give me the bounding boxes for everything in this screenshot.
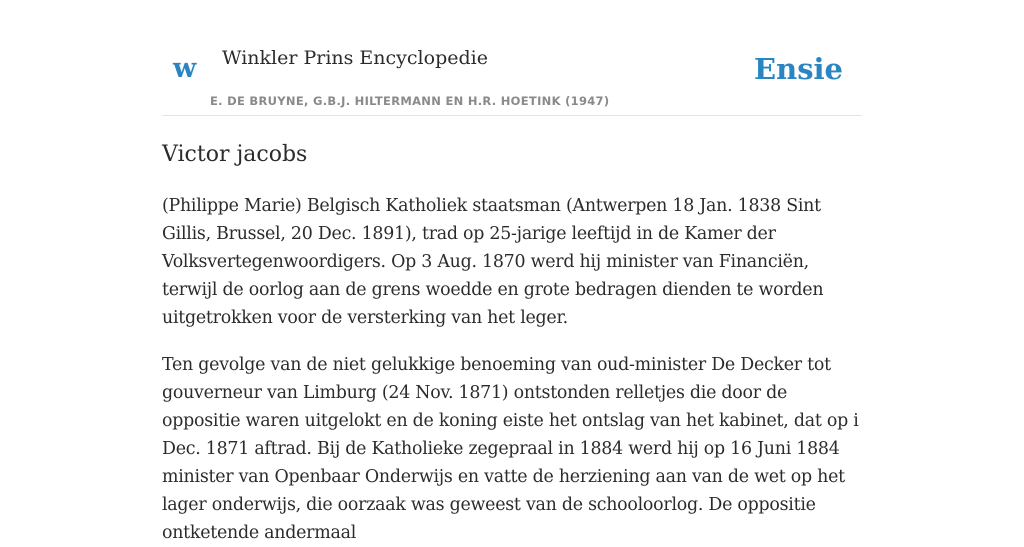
article-paragraph: (Philippe Marie) Belgisch Katholiek staatsman (Antwerpen 18 Jan. 1838 Sint Gillis, Brussel, 20 Dec. 1891), trad op 25-jarige leeftijd in de Kamer der Volksvertegenwoordigers. Op 3 Aug. 1870 werd hij minister van Financiën, terwijl de oorlog aan de grens woedde en grote bedragen dienden te worden uitgetrokken voor de versterking van het leger. — [162, 196, 824, 328]
publication-authors: E. DE BRUYNE, G.B.J. HILTERMANN EN H.R. HOETINK (1947) — [210, 94, 610, 108]
publication-title[interactable]: Winkler Prins Encyclopedie — [222, 47, 488, 69]
article-body — [162, 192, 862, 547]
ensie-brand-link[interactable]: Ensie — [754, 52, 843, 86]
page-container — [162, 0, 862, 547]
article-title: Victor jacobs — [162, 142, 308, 167]
article-paragraph: Ten gevolge van de niet gelukkige benoeming van oud-minister De Decker tot gouverneur van Limburg (24 Nov. 1871) ontstonden relletjes die door de oppositie waren uitgelokt en de koning eiste het ontslag van het kabinet, dat op i Dec. 1871 aftrad. Bij de Katholieke zegepraal in 1884 werd hij op 16 Juni 1884 minister van Openbaar Onderwijs en vatte de herziening aan van de wet op het lager onderwijs, die oorzaak was geweest van de schooloorlog. De oppositie ontketende andermaal — [162, 355, 859, 543]
article — [162, 140, 862, 547]
publication-header — [162, 0, 862, 116]
publication-logo[interactable]: w — [173, 53, 197, 84]
